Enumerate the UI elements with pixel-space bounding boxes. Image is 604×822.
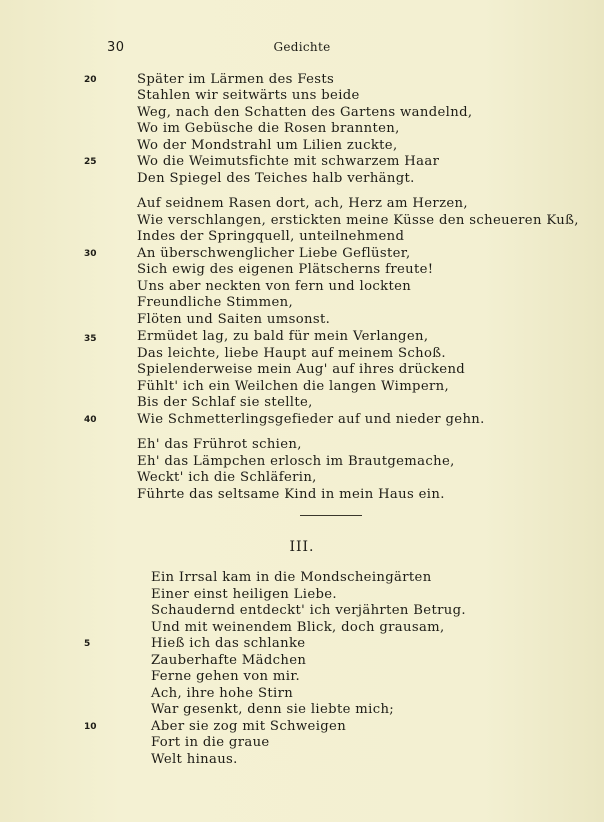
poem-line: Bis der Schlaf sie stellte,: [137, 395, 313, 410]
page-number: 30: [107, 40, 125, 55]
poem-line: Führte das seltsame Kind in mein Haus ein.: [137, 487, 445, 502]
poem-line: Sich ewig des eigenen Plätscherns freute!: [137, 262, 434, 277]
poem-line: Hieß ich das schlanke: [151, 636, 306, 651]
poem-line: Spielenderweise mein Aug' auf ihres drückend: [137, 362, 466, 377]
poem-line: Schaudernd entdeckt' ich verjährten Betrug.: [151, 603, 466, 618]
poem-line: Den Spiegel des Teiches halb verhängt.: [137, 171, 415, 186]
line-number: 5: [84, 639, 91, 649]
poem-line: Wo der Mondstrahl um Lilien zuckte,: [137, 138, 398, 153]
line-number: 35: [84, 334, 97, 344]
poem-line: Eh' das Frührot schien,: [137, 437, 302, 452]
poem-line: Aber sie zog mit Schweigen: [151, 719, 347, 734]
poem-line: Flöten und Saiten umsonst.: [137, 312, 331, 327]
section-title: III.: [289, 539, 315, 555]
poem-line: Ach, ihre hohe Stirn: [151, 686, 294, 701]
line-number: 20: [84, 75, 97, 85]
poem-line: Eh' das Lämpchen erlosch im Brautgemache,: [137, 454, 455, 469]
poem-line: War gesenkt, denn sie liebte mich;: [151, 702, 395, 717]
poem-line: Wo die Weimutsfichte mit schwarzem Haar: [137, 154, 440, 169]
running-head: Gedichte: [273, 40, 331, 54]
poem-line: Fühlt' ich ein Weilchen die langen Wimpern,: [137, 379, 450, 394]
poem-line: Uns aber neckten von fern und lockten: [137, 279, 412, 294]
poem-line: Weg, nach den Schatten des Gartens wandelnd,: [137, 105, 473, 120]
poem-line: Auf seidnem Rasen dort, ach, Herz am Herzen,: [137, 196, 468, 211]
poem-line: Stahlen wir seitwärts uns beide: [137, 88, 360, 103]
poem-line: Wie verschlangen, erstickten meine Küsse den scheueren Kuß,: [137, 213, 579, 228]
poem-line: Weckt' ich die Schläferin,: [137, 470, 317, 485]
poem-line: Freundliche Stimmen,: [137, 295, 294, 310]
section-divider: [300, 515, 362, 516]
poem-line: Und mit weinendem Blick, doch grausam,: [151, 620, 445, 635]
poem-line: Das leichte, liebe Haupt auf meinem Schoß.: [137, 346, 446, 361]
poem-line: An überschwenglicher Liebe Geflüster,: [137, 246, 411, 261]
line-number: 25: [84, 157, 97, 167]
poem-line: Indes der Springquell, unteilnehmend: [137, 229, 405, 244]
line-number: 40: [84, 415, 97, 425]
poem-line: Später im Lärmen des Fests: [137, 72, 335, 87]
poem-line: Ermüdet lag, zu bald für mein Verlangen,: [137, 329, 429, 344]
poem-line: Welt hinaus.: [151, 752, 238, 767]
poem-line: Ferne gehen von mir.: [151, 669, 301, 684]
poem-line: Ein Irrsal kam in die Mondscheingärten: [151, 570, 432, 585]
poem-line: Wie Schmetterlingsgefieder auf und nieder gehn.: [137, 412, 485, 427]
line-number: 30: [84, 249, 97, 259]
poem-line: Zauberhafte Mädchen: [151, 653, 307, 668]
poem-line: Fort in die graue: [151, 735, 270, 750]
line-number: 10: [84, 722, 97, 732]
poem-line: Wo im Gebüsche die Rosen brannten,: [137, 121, 400, 136]
poem-line: Einer einst heiligen Liebe.: [151, 587, 337, 602]
